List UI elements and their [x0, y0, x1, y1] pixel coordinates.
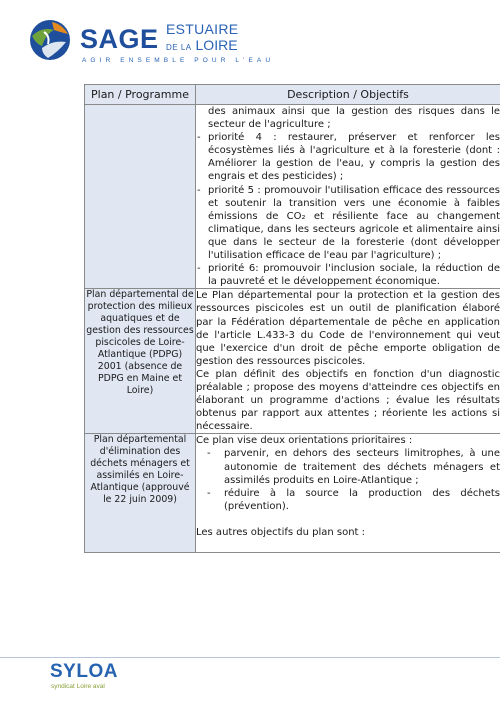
- table-row: [85, 105, 500, 289]
- plan-name-pdpg: Plan départemental de protection des milieux aquatiques et de gestion des ressources piscicoles de Loire-Atlantique (PDPG) 2001 (absence de PDPG en Maine et Loire): [85, 289, 196, 434]
- header-description: Description / Objectifs: [196, 85, 500, 105]
- description-cell: [196, 434, 500, 553]
- plan-name-dechets: Plan départemental d'élimination des déchets ménagers et assimilés en Loire-Atlantique (approuvé le 22 juin 2009): [85, 434, 196, 553]
- table-row: [85, 289, 500, 434]
- footer-logo: SYLOA: [50, 661, 118, 682]
- logo-line1: ESTUAIRE: [166, 21, 239, 37]
- orientation-list: [196, 447, 500, 512]
- table-row: [85, 434, 500, 553]
- list-item: - priorité 5 : promouvoir l'utilisation efficace des ressources et soutenir la transition vers une économie à faibles émissions de CO₂ et résiliente face au changement climatique, dans les secteurs agricole et alimentaire ainsi que dans le secteur de la foresterie (dont développer l'utilisation efficace de l'eau par l'agriculture) ;: [196, 184, 500, 263]
- description-cell: [196, 289, 500, 434]
- list-item: - priorité 6: promouvoir l'inclusion sociale, la réduction de la pauvreté et le développement économique.: [196, 262, 500, 288]
- paragraph: Les autres objectifs du plan sont :: [196, 526, 366, 538]
- description-cell: [196, 105, 500, 289]
- list-item: - priorité 4 : restaurer, préserver et renforcer les écosystèmes liés à l'agriculture et à la foresterie (dont : Améliorer la gestion de l'eau, y compris la gestion des engrais et des pesticides) ;: [196, 131, 500, 183]
- paragraph: Ce plan définit des objectifs en fonction d'un diagnostic préalable ; propose des moyens d'atteindre ces objectifs en élaborant un programme d'actions ; évalue les résultats obtenus par rapport aux attentes ; réoriente les actions si nécessaire.: [196, 368, 500, 433]
- sage-logo-icon: [28, 18, 72, 62]
- table-header-row: [85, 85, 500, 105]
- logo-tagline: AGIR ENSEMBLE POUR L'EAU: [82, 57, 275, 64]
- paragraph: Le Plan départemental pour la protection et la gestion des ressources piscicoles est un outil de planification élaboré par la Fédération départementale de pêche en application de l'article L.433-3 du Code de l'environnement qui veut que l'exercice d'un droit de pêche emporte obligation de gestion des ressources piscicoles.: [196, 290, 500, 367]
- plan-cell-empty: [85, 105, 196, 289]
- priority-list: [196, 131, 500, 288]
- logo-line2-prefix: DE LA: [166, 43, 192, 52]
- list-item: - réduire à la source la production des déchets (prévention).: [196, 487, 500, 513]
- logo-line2: [166, 38, 238, 55]
- logo-title: SAGE: [80, 24, 159, 54]
- paragraph: Ce plan vise deux orientations prioritaires :: [196, 435, 413, 447]
- page-header: [0, 0, 500, 80]
- footer-subtitle: syndicat Loire aval: [51, 683, 105, 690]
- plans-table: [84, 84, 500, 553]
- continued-text: des animaux ainsi que la gestion des risques dans le secteur de l'agriculture ;: [208, 106, 500, 131]
- spacer: [196, 513, 500, 526]
- header-plan: Plan / Programme: [85, 85, 196, 105]
- list-item: - parvenir, en dehors des secteurs limitrophes, à une autonomie de traitement des déchets ménagers et assimilés produits en Loire-Atlantique ;: [196, 447, 500, 486]
- logo-line2-main: LOIRE: [195, 37, 238, 53]
- spacer: [196, 539, 500, 552]
- footer-divider: [0, 657, 500, 658]
